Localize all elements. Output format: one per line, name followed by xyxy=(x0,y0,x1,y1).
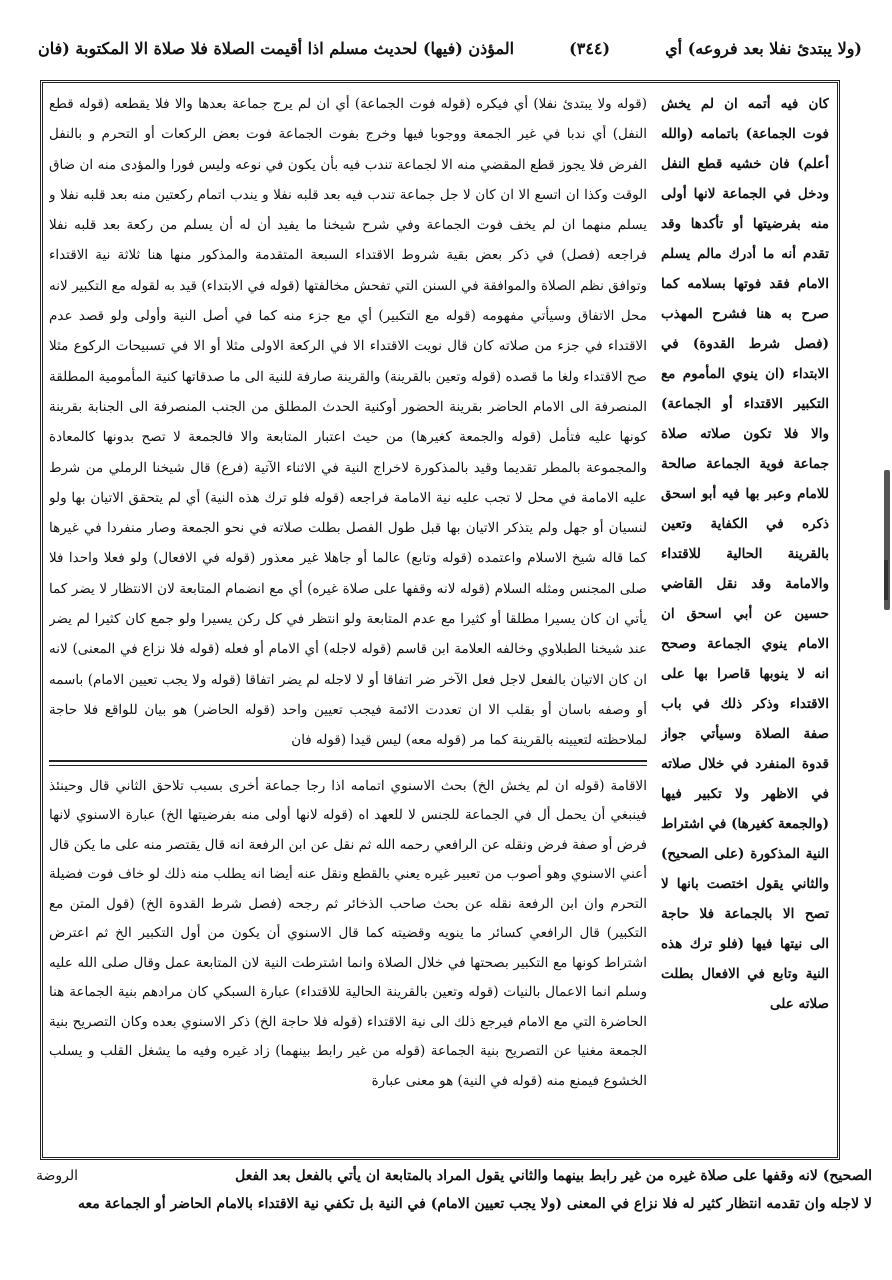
footer-tag: الروضة xyxy=(36,1168,79,1184)
header-right-text: (ولا يبتدئ نفلا بعد فروعه) أي xyxy=(665,38,862,58)
side-column-text: كان فيه أتمه ان لم يخش فوت الجماعة) باتمامه (والله أعلم) فان خشيه قطع النفل ودخل في الجماعة لانها أولى منه بفرضيتها أو تأكدها وقد تقدم أنه ما أدرك مالم يسلم الامام فقد فوتها بسلامه كما صرح به هنا فشرح المهذب (فصل شرط القدوة) في الابتداء (ان ينوي المأموم مع التكبير الاقتداء أو الجماعة) والا فلا تكون صلاته صلاة جماعة فوية الجماعة صالحة للامام وعبر بها فيه أبو اسحق ذكره في الكفاية وتعين بالقرينة الحالية للاقتداء والامامة وقد نقل القاضي حسين عن أبي اسحق ان الامام ينوي الجماعة وصحح انه لا ينوبها قاصرا بها على الاقتداء وذكر ذلك في باب صفة الصلاة وسيأتي جواز قدوة المنفرد في خلال صلاته في الاظهر ولا تكبير فيها (والجمعة كغيرها) في اشتراط النية المذكورة (على الصحيح) والثاني يقول اختصت بانها لا تصح الا بالجماعة فلا حاجة الى نيتها فيها (فلو ترك هذه النية وتابع في الافعال بطلت صلاته على xyxy=(661,96,829,1012)
text-frame xyxy=(40,80,840,1160)
commentary-upper: (قوله ولا يبتدئ نفلا) أي فيكره (قوله فوت الجماعة) أي ان لم يرج جماعة بعدها والا فلا يقطعه (قوله قطع النفل) أي ندبا في غير الجمعة ووجوبا فيها وخرج بفوت الجماعة فوت بعض الركعات أو التحرم و بالنفل الفرض فلا يجوز قطع المقضي منه الا لجماعة تندب فيه بأن يكون في نوعه وليس فورا والمؤدى منه ان ضاق الوقت وكذا ان اتسع الا ان كان لا جل جماعة تندب فيه بعد قلبه نفلا و يندب اتمام ركعتين منه بعد قلبه نفلا و يسلم منهما ان لم يخف فوت الجماعة وفي شرح شيخنا ما يفيد أن له أن يسلم من ركعة بعد قلبه نفلا فراجعه (فصل) في ذكر بعض بقية شروط الاقتداء السبعة المتقدمة والمذكور منها هنا ثلاثة نية الاقتداء وتوافق نظم الصلاة والموافقة في السنن التي تفحش مخالفتها (قوله في الابتداء) قيد به لقوله مع التكبير لانه محل الاتفاق وسيأتي مفهومه (قوله مع التكبير) أي مع جزء منه كما في أصل النية وأولى ولو قصد عدم الاقتداء في جزء من صلاته كان قال نويت الاقتداء الا في الركعة الاولى مثلا أو الا في تسبيحات الركوع مثلا صح الاقتداء ولغا ما قصده (قوله وتعين بالقرينة) والقرينة صارفة للنية الى ما صدقاتها كنية المأمومية المطلقة المنصرفة الى الامام الحاضر بقرينة الحضور أوكنية الحدث المطلق من الجنب المنصرفة الى الجنابة بقرينة كونها عليه فتأمل (قوله والجمعة كغيرها) من حيث اعتبار المتابعة والا فالجمعة لا تصح بدونها كالمعادة والمجموعة بالمطر تقديما وقيد بالمذكورة لاخراج النية في الاثناء الآتية (فرع) قال شيخنا الرملي من شرط عليه الامامة في محل لا تجب عليه نية الامامة فراجعه (قوله فلو ترك هذه النية) أي لم يتحقق الاتيان بها ولو لنسيان أو جهل ولم يتذكر الاتيان بها قبل طول الفصل بطلت صلاته في نحو الجمعة وصار منفردا في غيرها كما قاله شيخ الاسلام واعتمده (قوله وتابع) عالما أو جاهلا غير معذور (قوله في الافعال) ولو فعلا واحدا فلا صلى المجنس ومثله السلام (قوله لانه وقفها على صلاة غيره) أي مع انضمام المتابعة لان الانتظار لا يضر كما يأتي ان كان يسيرا مطلقا أو كثيرا مع عدم المتابعة ولو انتظر في كل ركن يسيرا ولو جمع كان كثيرا لم يضر عند شيخنا الطبلاوي وخالفه العلامة ابن قاسم (قوله لاجله) أي الامام أو فعله (قوله فلا نزاع في المعنى) لانه ان كان الاتيان بالفعل لاجل فعل الآخر ضر اتفاقا أو لا لاجله لم يضر اتفاقا (قوله ولا يجب تعيين الامام) باسمه أو وصفه باسان أو بقلب الا ان تعددت الائمة فيجب تعيين واحد (قوله الحاضر) هو بيان للواقع فلا حاجة لملاحظته لتعيينه بالقرينة كما مر (قوله معه) ليس قيدا (قوله فان xyxy=(49,96,647,749)
footer-line-1: الصحيح) لانه وقفها على صلاة غيره من غير رابط بينهما والثاني يقول المراد بالمتابعة ان يأتي بالفعل بعد الفعل xyxy=(235,1168,872,1184)
page-edge-mark-small xyxy=(884,560,888,600)
footer-line-2: لا لاجله وان تقدمه انتظار كثير له فلا نزاع في المعنى (ولا يجب تعيين الامام) في النية بل تكفي نية الاقتداء بالامام الحاضر أو الجماعة معه xyxy=(78,1196,872,1212)
header-left-text: المؤذن (فيها) لحديث مسلم اذا أقيمت الصلاة فلا صلاة الا المكتوبة (فان xyxy=(38,38,515,58)
main-column xyxy=(49,89,647,1151)
commentary-lower: الاقامة (قوله ان لم يخش الخ) بحث الاسنوي اتمامه اذا رجا جماعة أخرى بسبب تلاحق الثاني قال وحينئذ فينبغي أن يحمل أل في الجماعة للجنس لا للعهد اه (قوله لانها أولى منه بفرضيتها الخ) عبارة الاسنوي لانها فرض أو صفة فرض ونقله عن الرافعي رحمه الله ثم نقل عن ابن الرفعة انه قال يقتصر منه على ما يكن قال أعني الاسنوي وهو أصوب من تعبير غيره يعني بالقطع ونقل عنه أيضا انه يطلب منه ذلك لو خاف فوت فضيلة التحرم وان ابن الرفعة نقله عن بحث صاحب الذخائر ثم رجحه (فصل شرط القدوة الخ) (قول المتن مع التكبير) قال الرافعي كسائر ما ينويه وقضيته كما قال الاسنوي أن يكون من أول التكبير الخ ثم اعترض اشتراط كونها مع التكبير بصحتها في خلال الصلاة وانما اشترطت النية لان المتابعة عمل وقال صلى الله عليه وسلم انما الاعمال بالنيات (قوله وتعين بالقرينة الحالية للاقتداء) عبارة السبكي كان مرادهم بنية الجماعة هنا الحاضرة التي مع الامام فيرجع ذلك الى نية الاقتداء (قوله فلا حاجة الخ) ذكر الاسنوي بعده وكان التصريح بنية الجمعة مغنيا عن التصريح بنية الجماعة (قوله من غير رابط بينهما) زاد غيره وفيه ما يشغل القلب و يسلب الخشوع فيمنع منه (قوله في النية) هو معنى عبارة xyxy=(49,777,647,1089)
section-divider xyxy=(49,760,647,766)
side-column xyxy=(661,89,829,1151)
page-header xyxy=(38,28,862,68)
page-number: (٣٤٤) xyxy=(569,38,611,58)
page-footer xyxy=(36,1162,872,1218)
